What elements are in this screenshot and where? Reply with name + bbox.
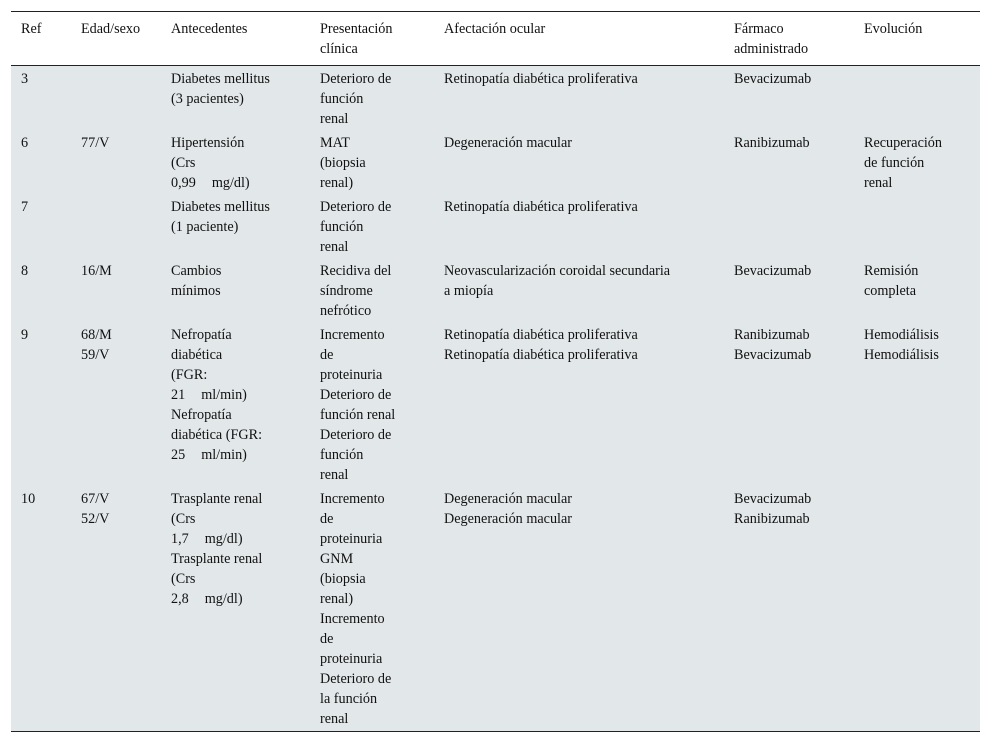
cell-antecedentes-line: (1 paciente) <box>171 219 239 235</box>
cell-antecedentes-line: Trasplante renal <box>171 491 263 507</box>
table-row <box>11 259 980 323</box>
cell-ref <box>11 66 71 132</box>
cell-ref-line: 3 <box>21 71 29 87</box>
cell-antecedentes-line: Diabetes mellitus <box>171 71 270 87</box>
cell-afectacion-line: Degeneración macular <box>444 511 573 527</box>
cell-antecedentes-line: (3 pacientes) <box>171 91 244 107</box>
cell-edad-sexo <box>71 195 161 259</box>
cell-presentacion <box>310 195 434 259</box>
cell-evolucion <box>854 66 980 132</box>
cell-edad-sexo-line: 16/M <box>81 263 112 279</box>
cell-edad-sexo <box>71 131 161 195</box>
cell-antecedentes-line: Hipertensión <box>171 135 245 151</box>
cell-farmaco <box>724 195 854 259</box>
cell-antecedentes-line: diabética (FGR: <box>171 427 263 443</box>
cell-evolucion-line: de función <box>864 155 925 171</box>
cell-farmaco-line: Bevacizumab <box>734 71 812 87</box>
cell-presentacion <box>310 131 434 195</box>
clinical-cases-table-wrapper <box>11 11 980 732</box>
cell-farmaco-line: Ranibizumab <box>734 135 810 151</box>
cell-presentacion-line: renal <box>320 711 349 727</box>
cell-afectacion-line: Retinopatía diabética proliferativa <box>444 347 638 363</box>
cell-farmaco-line: Ranibizumab <box>734 511 810 527</box>
cell-ref <box>11 323 71 487</box>
header-edad-sexo: Edad/sexo <box>81 21 141 37</box>
cell-ref-line: 10 <box>21 491 36 507</box>
cell-antecedentes-line: Nefropatía <box>171 407 232 423</box>
cell-antecedentes-line: (FGR: <box>171 367 208 383</box>
cell-ref-line: 9 <box>21 327 29 343</box>
cell-edad-sexo-line: 68/M <box>81 327 112 343</box>
cell-antecedentes-line: Trasplante renal <box>171 551 263 567</box>
cell-antecedentes-line: (Crs <box>171 511 196 527</box>
cell-antecedentes <box>161 487 310 732</box>
cell-evolucion-line: renal <box>864 175 893 191</box>
cell-afectacion-line: Retinopatía diabética proliferativa <box>444 199 638 215</box>
cell-presentacion-line: nefrótico <box>320 303 372 319</box>
cell-ref <box>11 259 71 323</box>
cell-afectacion-line: Neovascularización coroidal secundaria <box>444 263 671 279</box>
cell-presentacion-line: GNM <box>320 551 354 567</box>
cell-evolucion-line: Recuperación <box>864 135 942 151</box>
cell-presentacion <box>310 323 434 487</box>
cell-farmaco <box>724 487 854 732</box>
cell-presentacion <box>310 259 434 323</box>
cell-presentacion-line: (biopsia <box>320 571 366 587</box>
cell-evolucion <box>854 195 980 259</box>
cell-antecedentes <box>161 195 310 259</box>
cell-edad-sexo-line: 59/V <box>81 347 110 363</box>
cell-presentacion-line: renal <box>320 111 349 127</box>
cell-presentacion <box>310 66 434 132</box>
cell-farmaco <box>724 66 854 132</box>
table-row <box>11 323 980 487</box>
cell-farmaco-line: Ranibizumab <box>734 327 810 343</box>
header-afectacion-ocular: Afectación ocular <box>444 21 546 37</box>
cell-antecedentes-line: 25 ml/min) <box>171 447 247 463</box>
table-row <box>11 66 980 132</box>
cell-presentacion-line: función renal <box>320 407 396 423</box>
cell-afectacion-line: Degeneración macular <box>444 135 573 151</box>
cell-evolucion-line: Hemodiálisis <box>864 347 939 363</box>
table-header <box>11 12 980 66</box>
cell-afectacion <box>434 131 724 195</box>
cell-presentacion-line: función <box>320 447 364 463</box>
cell-presentacion-line: renal <box>320 239 349 255</box>
cell-afectacion <box>434 66 724 132</box>
cell-presentacion-line: Incremento <box>320 611 385 627</box>
header-presentacion-text: Presentación clínica <box>320 21 393 57</box>
header-ref: Ref <box>21 21 42 37</box>
cell-antecedentes-line: diabética <box>171 347 223 363</box>
cell-edad-sexo <box>71 66 161 132</box>
cell-antecedentes-line: 2,8 mg/dl) <box>171 591 243 607</box>
cell-presentacion-line: MAT <box>320 135 350 151</box>
cell-afectacion <box>434 323 724 487</box>
cell-antecedentes-line: (Crs <box>171 155 196 171</box>
cell-presentacion-line: renal) <box>320 175 354 191</box>
clinical-cases-table <box>11 11 980 732</box>
cell-edad-sexo <box>71 259 161 323</box>
cell-presentacion-line: renal <box>320 467 349 483</box>
cell-antecedentes-line: 1,7 mg/dl) <box>171 531 243 547</box>
cell-presentacion <box>310 487 434 732</box>
cell-presentacion-line: función <box>320 91 364 107</box>
cell-farmaco <box>724 259 854 323</box>
cell-presentacion-line: proteinuria <box>320 651 383 667</box>
cell-presentacion-line: de <box>320 347 334 363</box>
cell-ref <box>11 487 71 732</box>
cell-antecedentes-line: mínimos <box>171 283 221 299</box>
table-row <box>11 131 980 195</box>
cell-afectacion-line: Retinopatía diabética proliferativa <box>444 71 638 87</box>
cell-edad-sexo-line: 77/V <box>81 135 110 151</box>
cell-antecedentes-line: (Crs <box>171 571 196 587</box>
header-farmaco <box>724 12 854 66</box>
cell-ref <box>11 131 71 195</box>
cell-presentacion-line: Deterioro de <box>320 671 392 687</box>
cell-presentacion-line: Deterioro de <box>320 427 392 443</box>
cell-afectacion-line: Retinopatía diabética proliferativa <box>444 327 638 343</box>
cell-presentacion-line: Incremento <box>320 491 385 507</box>
table-row <box>11 487 980 732</box>
cell-evolucion <box>854 131 980 195</box>
cell-presentacion-line: (biopsia <box>320 155 366 171</box>
cell-antecedentes <box>161 66 310 132</box>
cell-farmaco <box>724 131 854 195</box>
header-row <box>11 12 980 66</box>
cell-evolucion <box>854 259 980 323</box>
cell-evolucion <box>854 323 980 487</box>
cell-presentacion-line: función <box>320 219 364 235</box>
header-farmaco-text: Fármaco administrado <box>734 21 809 57</box>
cell-edad-sexo-line: 52/V <box>81 511 110 527</box>
cell-presentacion-line: Deterioro de <box>320 199 392 215</box>
cell-evolucion-line: Hemodiálisis <box>864 327 939 343</box>
cell-afectacion-line: a miopía <box>444 283 494 299</box>
cell-antecedentes <box>161 323 310 487</box>
cell-farmaco-line: Bevacizumab <box>734 491 812 507</box>
cell-ref <box>11 195 71 259</box>
cell-evolucion-line: Remisión <box>864 263 919 279</box>
cell-afectacion <box>434 195 724 259</box>
cell-afectacion-line: Degeneración macular <box>444 491 573 507</box>
cell-afectacion <box>434 259 724 323</box>
cell-presentacion-line: Deterioro de <box>320 71 392 87</box>
cell-ref-line: 8 <box>21 263 29 279</box>
cell-edad-sexo <box>71 487 161 732</box>
cell-presentacion-line: de <box>320 631 334 647</box>
cell-antecedentes-line: 21 ml/min) <box>171 387 247 403</box>
cell-farmaco-line: Bevacizumab <box>734 263 812 279</box>
cell-ref-line: 6 <box>21 135 29 151</box>
cell-antecedentes-line: Nefropatía <box>171 327 232 343</box>
cell-presentacion-line: renal) <box>320 591 354 607</box>
header-presentacion-clinica <box>310 12 434 66</box>
cell-evolucion <box>854 487 980 732</box>
header-evolucion: Evolución <box>864 21 923 37</box>
cell-farmaco-line: Bevacizumab <box>734 347 812 363</box>
cell-ref-line: 7 <box>21 199 29 215</box>
cell-presentacion-line: proteinuria <box>320 531 383 547</box>
cell-presentacion-line: Deterioro de <box>320 387 392 403</box>
cell-antecedentes <box>161 131 310 195</box>
cell-farmaco <box>724 323 854 487</box>
header-antecedentes: Antecedentes <box>171 21 248 37</box>
cell-presentacion-line: proteinuria <box>320 367 383 383</box>
cell-edad-sexo <box>71 323 161 487</box>
table-body <box>11 66 980 732</box>
cell-antecedentes-line: 0,99 mg/dl) <box>171 175 250 191</box>
cell-presentacion-line: Recidiva del <box>320 263 392 279</box>
table-row <box>11 195 980 259</box>
cell-presentacion-line: síndrome <box>320 283 373 299</box>
cell-presentacion-line: Incremento <box>320 327 385 343</box>
cell-edad-sexo-line: 67/V <box>81 491 110 507</box>
cell-antecedentes <box>161 259 310 323</box>
cell-presentacion-line: la función <box>320 691 378 707</box>
cell-evolucion-line: completa <box>864 283 916 299</box>
cell-presentacion-line: de <box>320 511 334 527</box>
cell-antecedentes-line: Cambios <box>171 263 222 279</box>
cell-antecedentes-line: Diabetes mellitus <box>171 199 270 215</box>
cell-afectacion <box>434 487 724 732</box>
